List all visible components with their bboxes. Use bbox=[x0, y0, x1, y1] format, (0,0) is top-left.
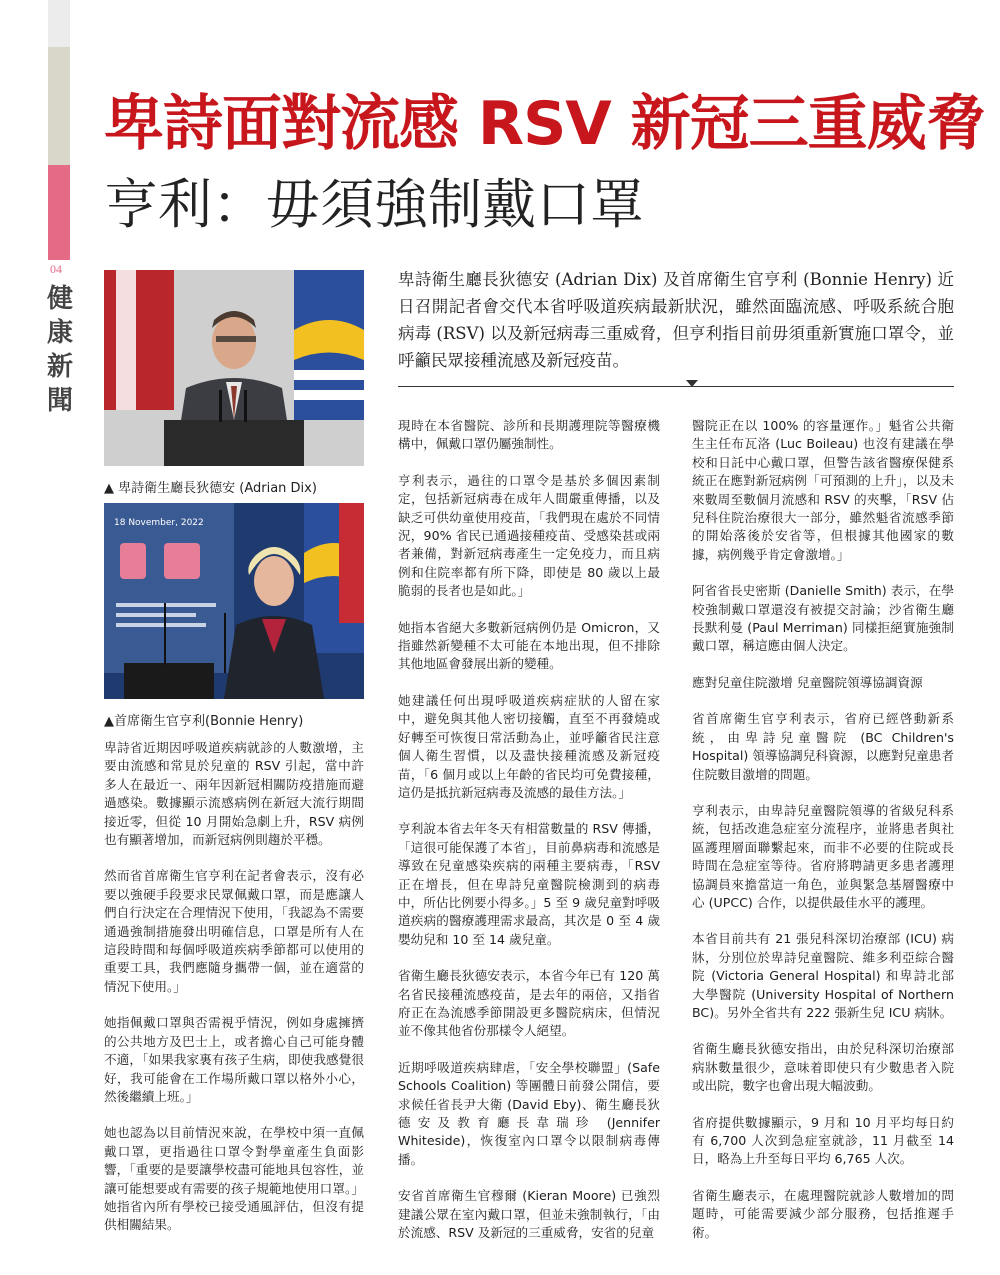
photo-adrian-dix-illustration bbox=[104, 270, 364, 466]
photo-caption-dix: ▲ 卑詩衛生廳長狄德安 (Adrian Dix) bbox=[104, 481, 317, 496]
side-color-strip-middle bbox=[48, 47, 70, 165]
paragraph: 省首席衛生官亨利表示，省府已經啓動新系統，由卑詩兒童醫院 (BC Children's Hospital) 領導協調兒科資源，以應對兒童患者住院數目激增的問題。 bbox=[692, 711, 954, 782]
lead-paragraph: 卑詩衛生廳長狄德安 (Adrian Dix) 及首席衛生官亨利 (Bonnie Henry) 近日召開記者會交代本省呼吸道疾病最新狀況，雖然面臨流感、呼吸系統合胞病毒 (RSV) 以及新冠病毒三重威脅，但亨利指目前毋須重新實施口罩令，並呼籲民眾接種流感及新冠疫苗。 bbox=[398, 270, 954, 370]
lead-divider-marker bbox=[686, 380, 698, 387]
paragraph: 醫院正在以 100% 的容量運作。」魁省公共衛生主任布瓦洛 (Luc Boileau) 也沒有建議在學校和日託中心戴口罩，但警告該省醫療保健系統正在應對新冠病例「可預測的上升」，以及未來數周至數個月流感和 RSV 的夾擊，「RSV 佔兒科住院治療很大一部分，雖然魁省流感季節的開始落後於安省等，但根據其他國家的數據，病例幾乎肯定會激增。」 bbox=[692, 418, 954, 562]
paragraph: 省衛生廳長狄德安表示，本省今年已有 120 萬名省民接種流感疫苗，是去年的兩倍，又指省府正在為流感季節開設更多醫院病床，但情況並不像其他省份那樣令人絕望。 bbox=[398, 968, 660, 1039]
paragraph: 現時在本省醫院、診所和長期護理院等醫療機構中，佩戴口罩仍屬強制性。 bbox=[398, 418, 660, 452]
page-number: 04 bbox=[50, 262, 62, 276]
paragraph: 亨利表示，過往的口罩令是基於多個因素制定，包括新冠病毒在成年人間嚴重傳播，以及缺乏可供幼童使用疫苗，「我們現在處於不同情況，90% 省民已通過接種疫苗、受感染甚或兩者兼備，對新冠病毒產生一定免疫力，而且病例和住院率都有所下降，即使是 80 歲以上最脆弱的長者也是如此。」 bbox=[398, 472, 660, 599]
paragraph: 她建議任何出現呼吸道疾病症狀的人留在家中，避免與其他人密切接觸，直至不再發燒或好轉至可恢復日常活動為止，並呼籲省民注意個人衛生習慣，以及盡快接種流感及新冠疫苗，「6 個月或以上年齡的省民均可免費接種，這仍是抵抗新冠病毒及流感的最佳方法。」 bbox=[398, 692, 660, 800]
paragraph: 亨利表示，由卑詩兒童醫院領導的省級兒科系統，包括改進急症室分流程序，並將患者與社區護理層面聯繫起來，而非不必要的住院或長時間在急症室等待。省府將聘請更多患者護理協調員來擔當這一角色，並與緊急基層醫療中心 (UPCC) 合作，以提供最佳水平的護理。 bbox=[692, 802, 954, 910]
article-column-3 bbox=[692, 417, 954, 1260]
paragraph: 她指佩戴口罩與否需視乎情況，例如身處擁擠的公共地方及巴士上，或者擔心自己可能身體不適，「如果我家裏有孩子生病，即使我感覺很好，我可能會在工作場所戴口罩以格外小心，然後繼續上班。」 bbox=[104, 1015, 364, 1104]
article-column-1 bbox=[104, 739, 364, 1253]
photo-caption-henry: ▲首席衛生官亨利(Bonnie Henry) bbox=[104, 714, 304, 729]
paragraph: 卑詩省近期因呼吸道疾病就診的人數激增，主要由流感和常見於兒童的 RSV 引起，當中許多人在最近一、兩年因新冠相關防疫措施而避過感染。數據顯示流感病例在新冠大流行期間接近零，但從 10 月開始急劇上升，RSV 病例也有顯著增加，而新冠病例則趨於平穩。 bbox=[104, 740, 364, 848]
slide-date: 18 November, 2022 bbox=[114, 518, 204, 528]
paragraph: 她指本省絕大多數新冠病例仍是 Omicron，又指雖然新變種不太可能在本地出現，但不排除其他地區會發展出新的變種。 bbox=[398, 619, 660, 672]
section-subheading: 應對兒童住院激增 兒童醫院領導協調資源 bbox=[692, 674, 923, 690]
side-color-strip-accent bbox=[48, 165, 70, 260]
lead-divider bbox=[398, 386, 954, 387]
subheadline: 亨利：毋須強制戴口罩 bbox=[104, 173, 644, 236]
paragraph: 安省首席衛生官穆爾 (Kieran Moore) 已強烈建議公眾在室內戴口罩，但並未強制執行，「由於流感、RSV 及新冠的三重威脅，安省的兒童 bbox=[398, 1188, 660, 1241]
paragraph: 阿省省長史密斯 (Danielle Smith) 表示，在學校強制戴口罩還沒有被提交討論；沙省衛生廳長默利曼 (Paul Merriman) 同樣拒絕實施強制戴口罩，稱這應由個人決定。 bbox=[692, 583, 954, 654]
photo-adrian-dix bbox=[104, 270, 364, 466]
paragraph: 亨利說本省去年冬天有相當數量的 RSV 傳播，「這很可能保護了本省」，目前鼻病毒和流感是導致在兒童感染疾病的兩種主要病毒，「RSV 正在增長，但在卑詩兒童醫院檢測到的病毒中，所佔比例要小得多。」5 至 9 歲兒童對呼吸道疾病的醫療護理需求最高，其次是 0 至 4 歲嬰幼兒和 10 至 14 歲兒童。 bbox=[398, 821, 660, 947]
section-title: 健康新聞 bbox=[46, 284, 73, 416]
paragraph: 近期呼吸道疾病肆虐，「安全學校聯盟」(Safe Schools Coalition) 等團體日前發公開信，要求候任省長尹大衛 (David Eby)、衛生廳長狄德安及教育廳長韋瑞珍 (Jennifer Whiteside)，恢復室內口罩令以限制病毒傳播。 bbox=[398, 1059, 660, 1167]
photo-bonnie-henry bbox=[104, 503, 364, 699]
headline: 卑詩面對流感 RSV 新冠三重威脅 bbox=[104, 89, 985, 159]
photo-bonnie-henry-illustration bbox=[104, 503, 364, 699]
paragraph: 省衛生廳表示，在處理醫院就診人數增加的問題時，可能需要減少部分服務，包括推遲手術。 bbox=[692, 1187, 954, 1240]
paragraph: 然而省首席衛生官亨利在記者會表示，沒有必要以強硬手段要求民眾佩戴口罩，而是應讓人們自行決定在合理情況下使用，「我認為不需要通過強制措施發出明確信息，口罩是所有人在這段時間和每個呼吸道疾病季節都可以使用的重要工具，我們應隨身攜帶一個，並在適當的情況下使用。」 bbox=[104, 868, 364, 994]
paragraph: 本省目前共有 21 張兒科深切治療部 (ICU) 病牀，分別位於卑詩兒童醫院、維多利亞綜合醫院 (Victoria General Hospital) 和卑詩北部大學醫院 (University Hospital of Northern BC)。另外全省共有 222 張新生兒 ICU 病牀。 bbox=[692, 931, 954, 1020]
article-column-2 bbox=[398, 417, 660, 1260]
side-color-strip-top bbox=[48, 0, 70, 47]
paragraph: 省衛生廳長狄德安指出，由於兒科深切治療部病牀數量很少，意味着即使只有少數患者入院或出院，數字也會出現大幅波動。 bbox=[692, 1041, 954, 1094]
paragraph: 省府提供數據顯示，9 月和 10 月平均每日約有 6,700 人次到急症室就診，11 月截至 14 日，略為上升至每日平均 6,765 人次。 bbox=[692, 1114, 954, 1167]
paragraph: 她也認為以目前情況來說，在學校中須一直佩戴口罩，更指過往口罩令對學童產生負面影響，「重要的是要讓學校盡可能地具包容性，並讓可能想要或有需要的孩子規範地使用口罩。」她指省內所有學校已接受通風評估，但沒有提供相關結果。 bbox=[104, 1125, 364, 1233]
